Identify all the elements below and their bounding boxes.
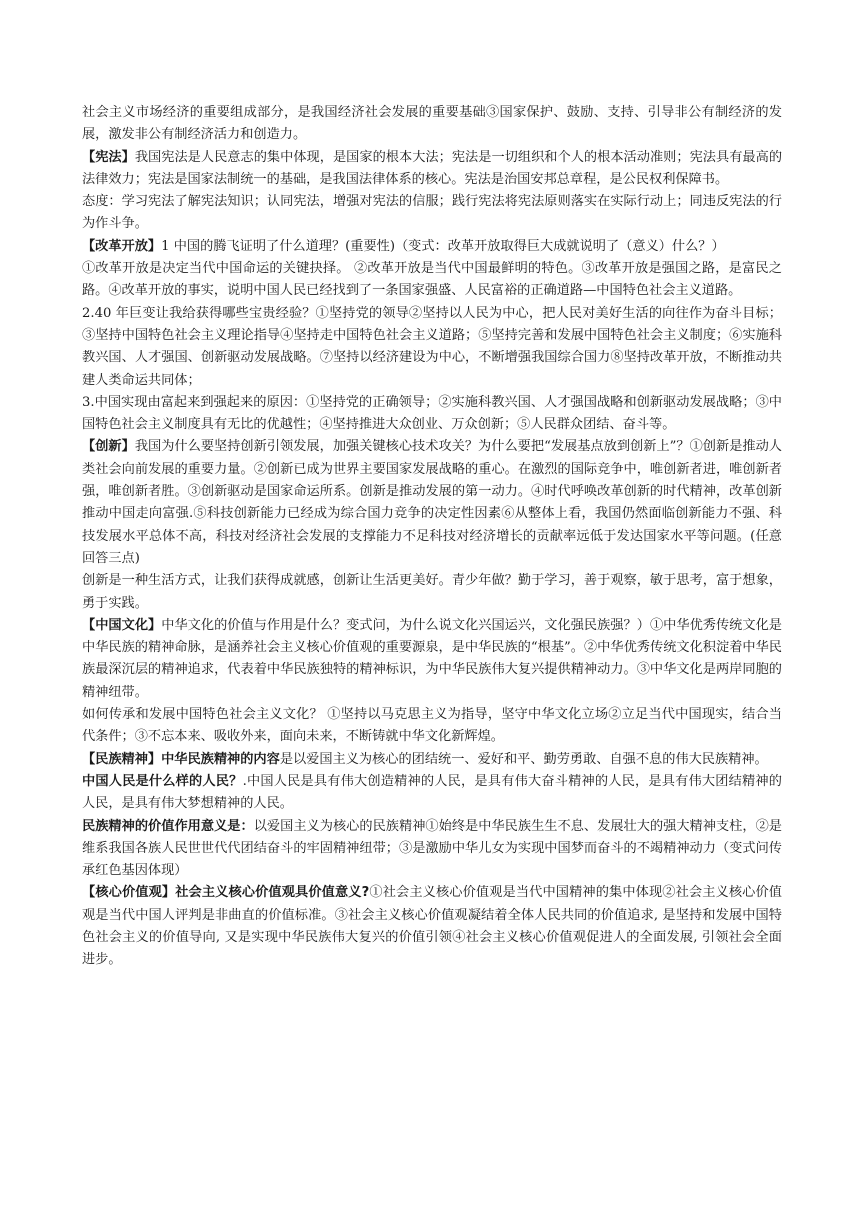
paragraph xyxy=(82,436,782,570)
bold-heading-text: 【民族精神】中华民族精神的内容 xyxy=(82,751,280,767)
paragraph xyxy=(82,102,782,147)
paragraph xyxy=(82,570,782,615)
body-text: .中国人民是具有伟大创造精神的人民，是具有伟大奋斗精神的人民，是具有伟大团结精神的人民，是具有伟大梦想精神的人民。 xyxy=(82,773,782,812)
body-text: 我国宪法是人民意志的集中体现，是国家的根本大法；宪法是一切组织和个人的根本活动准则；宪法具有最高的法律效力；宪法是国家法制统一的基础，是我国法律体系的核心。宪法是治国安邦总章程，是公民权利保障书。 xyxy=(82,149,783,187)
paragraph xyxy=(82,392,782,437)
body-text: 3.中国实现由富起来到强起来的原因：①坚持党的正确领导；②实施科教兴国、人才强国战略和创新驱动发展战略；③中国特色社会主义制度具有无比的优越性；④坚持推进大众创业、万众创新；⑤人民群众团结、奋斗等。 xyxy=(82,394,782,433)
body-text: 中华文化的价值与作用是什么？变式问，为什么说文化兴国运兴，文化强民族强？）①中华优秀传统文化是中华民族的精神命脉，是涵养社会主义核心价值观的重要源泉，是中华民族的“根基”。②中华优秀传统文化积淀着中华民族最深沉层的精神追求，代表着中华民族独特的精神标识，为中华民族伟大复兴提供精神动力。③中华文化是两岸同胞的精神纽带。 xyxy=(82,617,782,700)
paragraph xyxy=(82,615,782,704)
paragraph xyxy=(82,191,782,236)
body-text: 2.40 年巨变让我给获得哪些宝贵经验？①坚持党的领导②坚持以人民为中心，把人民对美好生活的向往作为奋斗目标；③坚持中国特色社会主义理论指导④坚持走中国特色社会主义道路；⑤坚持完善和发展中国特色社会主义制度；⑥实施科教兴国、人才强国、创新驱动发展战略。⑦坚持以经济建设为中心，不断增强我国综合国力⑧坚持改革开放，不断推动共建人类命运共同体； xyxy=(82,305,782,388)
body-text: ①改革开放是决定当代中国命运的关键抉择。 ②改革开放是当代中国最鲜明的特色。③改革开放是强国之路，是富民之路。④改革开放的事实，说明中国人民已经找到了一条国家强盛、人民富裕的正确道路—中国特色社会主义道路。 xyxy=(82,261,782,299)
body-text: 如何传承和发展中国特色社会主义文化？ ①坚持以马克思主义为指导，坚守中华文化立场②立足当代中国现实，结合当代条件；③不忘本来、吸收外来，面向未来，不断铸就中华文化新辉煌。 xyxy=(82,707,782,745)
bold-heading-text: 【宪法】 xyxy=(82,149,135,165)
body-text: ①社会主义核心价值观是当代中国精神的集中体现②社会主义核心价值观是当代中国人评判是非曲直的价值标准。③社会主义核心价值观凝结着全体人民共同的价值追求, 是坚持和发展中国特色社会主义的价值导向, 又是实现中华民族伟大复兴的价值引领④社会主义核心价值观促进人的全面发展, 引领社会全面进步。 xyxy=(82,885,782,968)
paragraph xyxy=(82,882,782,971)
paragraph xyxy=(82,147,782,192)
body-text: 社会主义市场经济的重要组成部分，是我国经济社会发展的重要基础③国家保护、鼓励、支持、引导非公有制经济的发展，激发非公有制经济活力和创造力。 xyxy=(82,105,782,143)
paragraph xyxy=(82,258,782,303)
bold-heading-text: 中国人民是什么样的人民？ xyxy=(82,773,243,789)
body-text: 我国为什么要坚持创新引领发展，加强关键核心技术攻关？为什么要把“发展基点放到创新上”？①创新是推动人类社会向前发展的重要力量。②创新已成为世界主要国家发展战略的重心。在激烈的国际竞争中，唯创新者进，唯创新者强，唯创新者胜。③创新驱动是国家命运所系。创新是推动发展的第一动力。④时代呼唤改革创新的时代精神，改革创新推动中国走向富强.⑤科技创新能力已经成为综合国力竞争的决定性因素⑥从整体上看，我国仍然面临创新能力不强、科技发展水平总体不高，科技对经济社会发展的支撑能力不足科技对经济增长的贡献率远低于发达国家水平等问题。(任意回答三点) xyxy=(82,439,782,566)
body-text: 态度：学习宪法了解宪法知识；认同宪法，增强对宪法的信服；践行宪法将宪法原则落实在实际行动上；同违反宪法的行为作斗争。 xyxy=(82,194,782,232)
paragraph xyxy=(82,816,782,883)
document-body xyxy=(82,102,782,972)
paragraph xyxy=(82,236,782,258)
paragraph xyxy=(82,303,782,392)
paragraph xyxy=(82,749,782,771)
body-text: 创新是一种生活方式，让我们获得成就感，创新让生活更美好。青少年做？勤于学习，善于观察，敏于思考，富于想象，勇于实践。 xyxy=(82,573,782,611)
body-text: 以爱国主义为核心的民族精神①始终是中华民族生生不息、发展壮大的强大精神支柱，②是维系我国各族人民世世代代团结奋斗的牢固精神纽带；③是激励中华儿女为实现中国梦而奋斗的不竭精神动力（变式问传承红色基因体现） xyxy=(82,818,782,879)
bold-heading-text: 【中国文化】 xyxy=(82,617,162,633)
paragraph xyxy=(82,704,782,749)
bold-heading-text: 【核心价值观】社会主义核心价值观具价值意义? xyxy=(82,885,370,901)
body-text: 是以爱国主义为核心的团结统一、爱好和平、勤劳勇敢、自强不息的伟大民族精神。 xyxy=(279,751,768,767)
bold-heading-text: 民族精神的价值作用意义是： xyxy=(82,818,254,834)
bold-heading-text: 【创新】 xyxy=(82,439,135,455)
body-text: 1 中国的腾飞证明了什么道理？(重要性)（变式：改革开放取得巨大成就说明了（意义）什么？） xyxy=(161,238,725,254)
paragraph xyxy=(82,771,782,816)
bold-heading-text: 【改革开放】 xyxy=(82,238,162,254)
